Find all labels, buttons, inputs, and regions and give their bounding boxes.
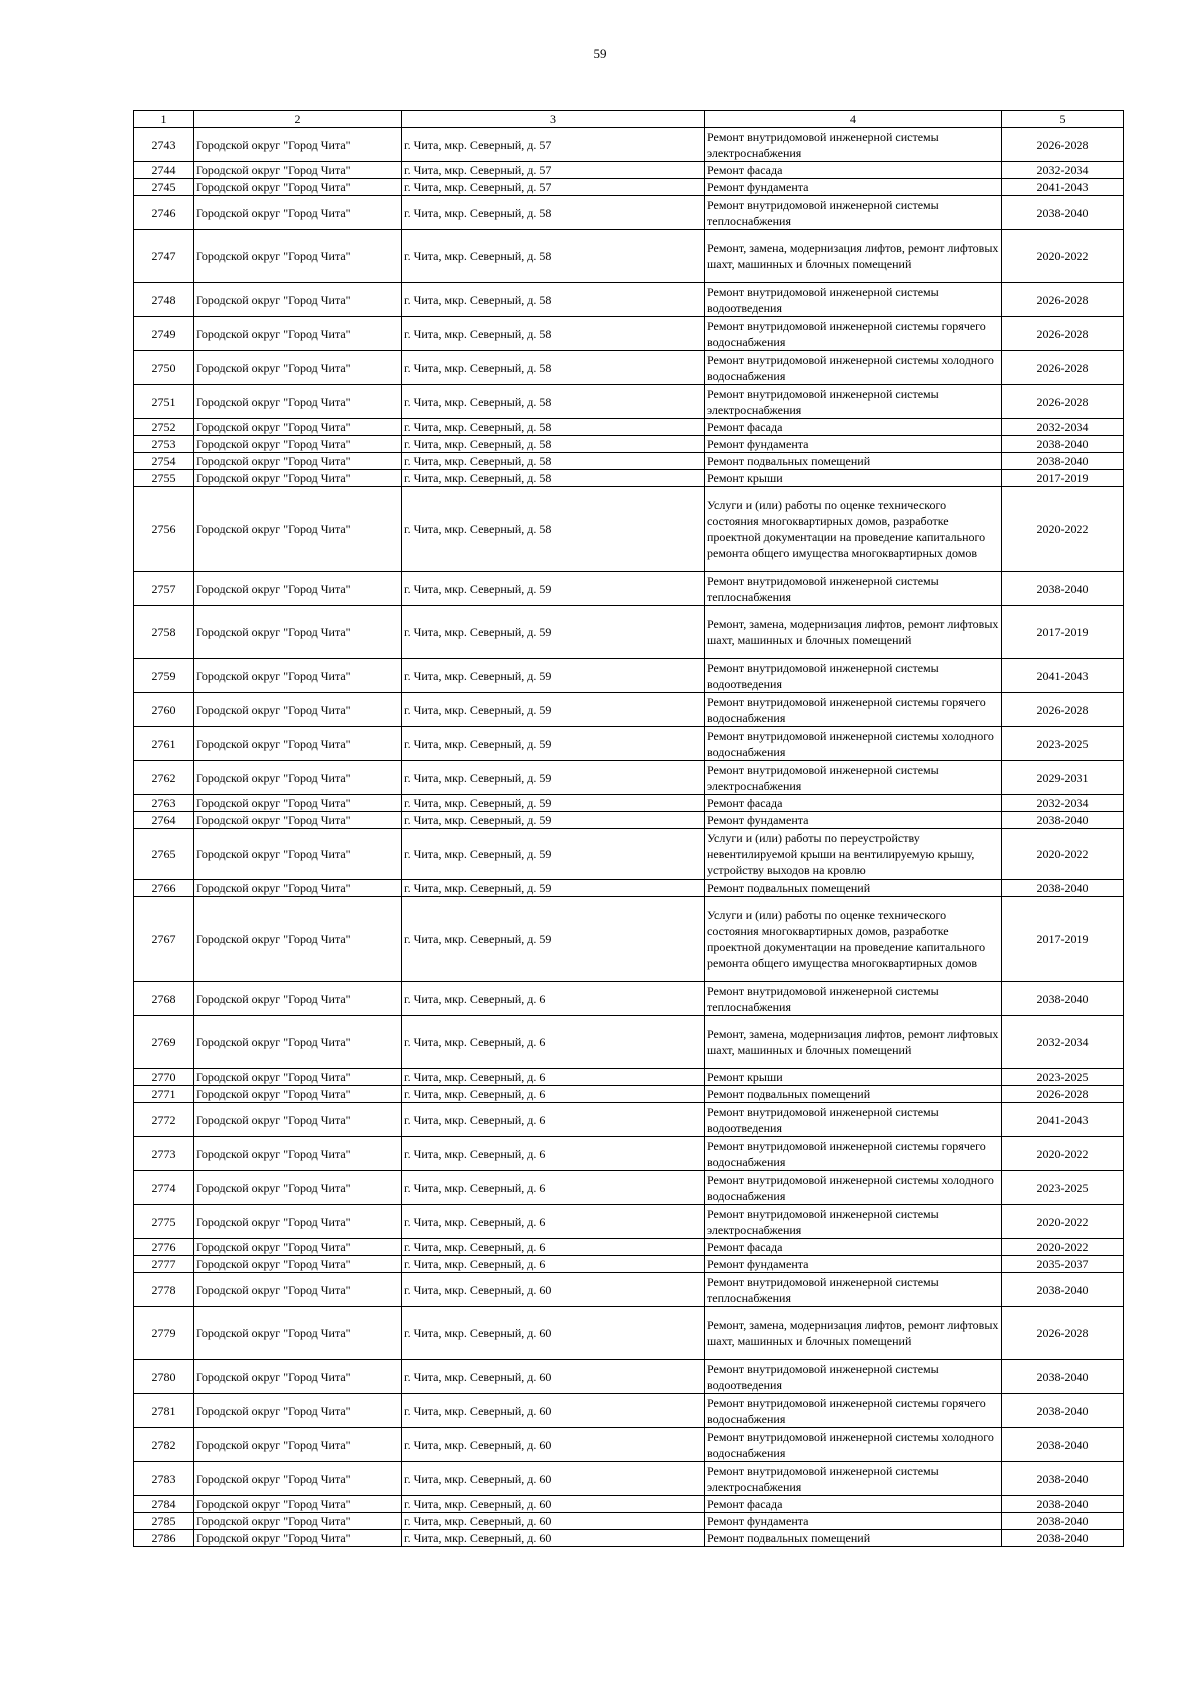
row-number-cell: 2759 — [134, 659, 194, 693]
header-col-4: 4 — [705, 111, 1002, 128]
table-row — [134, 1394, 1124, 1428]
work-type-cell: Ремонт внутридомовой инженерной системы электроснабжения — [705, 385, 1002, 419]
address-cell: г. Чита, мкр. Северный, д. 59 — [402, 693, 705, 727]
address-cell: г. Чита, мкр. Северный, д. 58 — [402, 196, 705, 230]
work-type-cell: Ремонт внутридомовой инженерной системы холодного водоснабжения — [705, 351, 1002, 385]
row-number-cell: 2763 — [134, 795, 194, 812]
work-type-cell: Ремонт внутридомовой инженерной системы электроснабжения — [705, 1205, 1002, 1239]
work-type-cell: Ремонт фундамента — [705, 179, 1002, 196]
work-type-cell: Ремонт крыши — [705, 1069, 1002, 1086]
row-number-cell: 2748 — [134, 283, 194, 317]
address-cell: г. Чита, мкр. Северный, д. 58 — [402, 419, 705, 436]
table-row — [134, 1103, 1124, 1137]
row-number-cell: 2750 — [134, 351, 194, 385]
work-type-cell: Ремонт, замена, модернизация лифтов, ремонт лифтовых шахт, машинных и блочных помещений — [705, 606, 1002, 659]
address-cell: г. Чита, мкр. Северный, д. 57 — [402, 128, 705, 162]
address-cell: г. Чита, мкр. Северный, д. 59 — [402, 659, 705, 693]
address-cell: г. Чита, мкр. Северный, д. 58 — [402, 351, 705, 385]
district-cell: Городской округ "Город Чита" — [194, 761, 402, 795]
address-cell: г. Чита, мкр. Северный, д. 59 — [402, 606, 705, 659]
table-row — [134, 1273, 1124, 1307]
table-row — [134, 727, 1124, 761]
district-cell: Городской округ "Город Чита" — [194, 1103, 402, 1137]
address-cell: г. Чита, мкр. Северный, д. 58 — [402, 317, 705, 351]
address-cell: г. Чита, мкр. Северный, д. 57 — [402, 162, 705, 179]
work-type-cell: Ремонт внутридомовой инженерной системы водоотведения — [705, 659, 1002, 693]
work-type-cell: Ремонт фундамента — [705, 436, 1002, 453]
address-cell: г. Чита, мкр. Северный, д. 6 — [402, 1205, 705, 1239]
address-cell: г. Чита, мкр. Северный, д. 60 — [402, 1513, 705, 1530]
table-row — [134, 795, 1124, 812]
period-cell: 2041-2043 — [1002, 659, 1124, 693]
table-row — [134, 1360, 1124, 1394]
period-cell: 2038-2040 — [1002, 196, 1124, 230]
district-cell: Городской округ "Город Чита" — [194, 1496, 402, 1513]
row-number-cell: 2746 — [134, 196, 194, 230]
district-cell: Городской округ "Город Чита" — [194, 196, 402, 230]
address-cell: г. Чита, мкр. Северный, д. 60 — [402, 1496, 705, 1513]
row-number-cell: 2751 — [134, 385, 194, 419]
address-cell: г. Чита, мкр. Северный, д. 60 — [402, 1360, 705, 1394]
table-row — [134, 897, 1124, 982]
row-number-cell: 2781 — [134, 1394, 194, 1428]
work-type-cell: Ремонт фундамента — [705, 812, 1002, 829]
table-row — [134, 1428, 1124, 1462]
table-row — [134, 1239, 1124, 1256]
row-number-cell: 2754 — [134, 453, 194, 470]
address-cell: г. Чита, мкр. Северный, д. 60 — [402, 1394, 705, 1428]
period-cell: 2023-2025 — [1002, 1171, 1124, 1205]
address-cell: г. Чита, мкр. Северный, д. 6 — [402, 1016, 705, 1069]
period-cell: 2026-2028 — [1002, 385, 1124, 419]
work-type-cell: Ремонт внутридомовой инженерной системы теплоснабжения — [705, 982, 1002, 1016]
district-cell: Городской округ "Город Чита" — [194, 470, 402, 487]
table-row — [134, 1307, 1124, 1360]
row-number-cell: 2755 — [134, 470, 194, 487]
period-cell: 2038-2040 — [1002, 1496, 1124, 1513]
address-cell: г. Чита, мкр. Северный, д. 59 — [402, 795, 705, 812]
district-cell: Городской округ "Город Чита" — [194, 1239, 402, 1256]
district-cell: Городской округ "Город Чита" — [194, 982, 402, 1016]
work-type-cell: Ремонт фасада — [705, 419, 1002, 436]
work-type-cell: Ремонт фасада — [705, 1496, 1002, 1513]
period-cell: 2038-2040 — [1002, 436, 1124, 453]
row-number-cell: 2768 — [134, 982, 194, 1016]
district-cell: Городской округ "Город Чита" — [194, 829, 402, 880]
address-cell: г. Чита, мкр. Северный, д. 57 — [402, 179, 705, 196]
row-number-cell: 2777 — [134, 1256, 194, 1273]
row-number-cell: 2774 — [134, 1171, 194, 1205]
district-cell: Городской округ "Город Чита" — [194, 419, 402, 436]
work-type-cell: Ремонт внутридомовой инженерной системы горячего водоснабжения — [705, 1394, 1002, 1428]
period-cell: 2020-2022 — [1002, 1137, 1124, 1171]
period-cell: 2029-2031 — [1002, 761, 1124, 795]
row-number-cell: 2744 — [134, 162, 194, 179]
period-cell: 2038-2040 — [1002, 1530, 1124, 1547]
table-row — [134, 812, 1124, 829]
period-cell: 2020-2022 — [1002, 487, 1124, 572]
period-cell: 2041-2043 — [1002, 179, 1124, 196]
period-cell: 2026-2028 — [1002, 283, 1124, 317]
address-cell: г. Чита, мкр. Северный, д. 6 — [402, 1256, 705, 1273]
row-number-cell: 2785 — [134, 1513, 194, 1530]
address-cell: г. Чита, мкр. Северный, д. 59 — [402, 880, 705, 897]
work-type-cell: Ремонт внутридомовой инженерной системы горячего водоснабжения — [705, 1137, 1002, 1171]
address-cell: г. Чита, мкр. Северный, д. 58 — [402, 436, 705, 453]
row-number-cell: 2784 — [134, 1496, 194, 1513]
district-cell: Городской округ "Город Чита" — [194, 880, 402, 897]
row-number-cell: 2779 — [134, 1307, 194, 1360]
address-cell: г. Чита, мкр. Северный, д. 60 — [402, 1462, 705, 1496]
row-number-cell: 2780 — [134, 1360, 194, 1394]
table-row — [134, 1086, 1124, 1103]
row-number-cell: 2749 — [134, 317, 194, 351]
period-cell: 2017-2019 — [1002, 606, 1124, 659]
table-body — [134, 128, 1124, 1547]
table-row — [134, 1496, 1124, 1513]
row-number-cell: 2761 — [134, 727, 194, 761]
period-cell: 2035-2037 — [1002, 1256, 1124, 1273]
period-cell: 2032-2034 — [1002, 1016, 1124, 1069]
district-cell: Городской округ "Город Чита" — [194, 385, 402, 419]
address-cell: г. Чита, мкр. Северный, д. 6 — [402, 1103, 705, 1137]
address-cell: г. Чита, мкр. Северный, д. 6 — [402, 982, 705, 1016]
table-row — [134, 761, 1124, 795]
row-number-cell: 2743 — [134, 128, 194, 162]
page-number: 59 — [593, 46, 607, 61]
row-number-cell: 2782 — [134, 1428, 194, 1462]
district-cell: Городской округ "Город Чита" — [194, 283, 402, 317]
period-cell: 2038-2040 — [1002, 572, 1124, 606]
work-type-cell: Ремонт внутридомовой инженерной системы теплоснабжения — [705, 196, 1002, 230]
work-type-cell: Ремонт крыши — [705, 470, 1002, 487]
address-cell: г. Чита, мкр. Северный, д. 59 — [402, 761, 705, 795]
period-cell: 2038-2040 — [1002, 1513, 1124, 1530]
work-type-cell: Ремонт внутридомовой инженерной системы электроснабжения — [705, 1462, 1002, 1496]
row-number-cell: 2757 — [134, 572, 194, 606]
table-row — [134, 829, 1124, 880]
address-cell: г. Чита, мкр. Северный, д. 60 — [402, 1530, 705, 1547]
work-type-cell: Услуги и (или) работы по оценке технического состояния многоквартирных домов, разработке проектной документации на проведение капитального ремонта общего имущества многоквартирных домов — [705, 487, 1002, 572]
district-cell: Городской округ "Город Чита" — [194, 693, 402, 727]
address-cell: г. Чита, мкр. Северный, д. 59 — [402, 572, 705, 606]
district-cell: Городской округ "Город Чита" — [194, 1394, 402, 1428]
district-cell: Городской округ "Город Чита" — [194, 436, 402, 453]
row-number-cell: 2758 — [134, 606, 194, 659]
period-cell: 2038-2040 — [1002, 982, 1124, 1016]
address-cell: г. Чита, мкр. Северный, д. 60 — [402, 1428, 705, 1462]
district-cell: Городской округ "Город Чита" — [194, 487, 402, 572]
table-row — [134, 572, 1124, 606]
district-cell: Городской округ "Город Чита" — [194, 230, 402, 283]
address-cell: г. Чита, мкр. Северный, д. 59 — [402, 829, 705, 880]
table-row — [134, 487, 1124, 572]
table-row — [134, 606, 1124, 659]
address-cell: г. Чита, мкр. Северный, д. 58 — [402, 453, 705, 470]
period-cell: 2026-2028 — [1002, 693, 1124, 727]
period-cell: 2032-2034 — [1002, 162, 1124, 179]
address-cell: г. Чита, мкр. Северный, д. 6 — [402, 1086, 705, 1103]
work-type-cell: Ремонт фасада — [705, 795, 1002, 812]
period-cell: 2023-2025 — [1002, 1069, 1124, 1086]
district-cell: Городской округ "Город Чита" — [194, 1307, 402, 1360]
row-number-cell: 2762 — [134, 761, 194, 795]
period-cell: 2038-2040 — [1002, 1428, 1124, 1462]
period-cell: 2038-2040 — [1002, 1462, 1124, 1496]
header-row — [134, 111, 1124, 128]
work-type-cell: Ремонт подвальных помещений — [705, 1086, 1002, 1103]
table-row — [134, 230, 1124, 283]
row-number-cell: 2767 — [134, 897, 194, 982]
district-cell: Городской округ "Город Чита" — [194, 1171, 402, 1205]
period-cell: 2038-2040 — [1002, 1394, 1124, 1428]
district-cell: Городской округ "Город Чита" — [194, 1086, 402, 1103]
table-row — [134, 453, 1124, 470]
row-number-cell: 2769 — [134, 1016, 194, 1069]
table-row — [134, 1513, 1124, 1530]
table-row — [134, 1530, 1124, 1547]
work-type-cell: Ремонт внутридомовой инженерной системы теплоснабжения — [705, 572, 1002, 606]
table-row — [134, 1256, 1124, 1273]
period-cell: 2038-2040 — [1002, 880, 1124, 897]
district-cell: Городской округ "Город Чита" — [194, 1069, 402, 1086]
district-cell: Городской округ "Город Чита" — [194, 128, 402, 162]
row-number-cell: 2765 — [134, 829, 194, 880]
district-cell: Городской округ "Город Чита" — [194, 727, 402, 761]
table-row — [134, 1069, 1124, 1086]
table-row — [134, 283, 1124, 317]
work-type-cell: Ремонт подвальных помещений — [705, 453, 1002, 470]
row-number-cell: 2747 — [134, 230, 194, 283]
work-type-cell: Ремонт внутридомовой инженерной системы холодного водоснабжения — [705, 1428, 1002, 1462]
work-type-cell: Ремонт подвальных помещений — [705, 880, 1002, 897]
address-cell: г. Чита, мкр. Северный, д. 58 — [402, 230, 705, 283]
table-row — [134, 317, 1124, 351]
period-cell: 2026-2028 — [1002, 1086, 1124, 1103]
address-cell: г. Чита, мкр. Северный, д. 58 — [402, 385, 705, 419]
address-cell: г. Чита, мкр. Северный, д. 58 — [402, 487, 705, 572]
row-number-cell: 2783 — [134, 1462, 194, 1496]
period-cell: 2020-2022 — [1002, 1239, 1124, 1256]
period-cell: 2017-2019 — [1002, 897, 1124, 982]
work-type-cell: Ремонт внутридомовой инженерной системы горячего водоснабжения — [705, 317, 1002, 351]
work-type-cell: Ремонт фундамента — [705, 1513, 1002, 1530]
work-type-cell: Услуги и (или) работы по переустройству невентилируемой крыши на вентилируемую крышу, устройству выходов на кровлю — [705, 829, 1002, 880]
table-row — [134, 162, 1124, 179]
row-number-cell: 2772 — [134, 1103, 194, 1137]
district-cell: Городской округ "Город Чита" — [194, 1513, 402, 1530]
period-cell: 2026-2028 — [1002, 128, 1124, 162]
work-type-cell: Ремонт внутридомовой инженерной системы электроснабжения — [705, 128, 1002, 162]
district-cell: Городской округ "Город Чита" — [194, 1273, 402, 1307]
district-cell: Городской округ "Город Чита" — [194, 179, 402, 196]
work-type-cell: Ремонт, замена, модернизация лифтов, ремонт лифтовых шахт, машинных и блочных помещений — [705, 230, 1002, 283]
work-type-cell: Ремонт внутридомовой инженерной системы холодного водоснабжения — [705, 727, 1002, 761]
work-type-cell: Ремонт, замена, модернизация лифтов, ремонт лифтовых шахт, машинных и блочных помещений — [705, 1307, 1002, 1360]
row-number-cell: 2775 — [134, 1205, 194, 1239]
table-row — [134, 196, 1124, 230]
table-row — [134, 128, 1124, 162]
work-type-cell: Ремонт внутридомовой инженерной системы теплоснабжения — [705, 1273, 1002, 1307]
period-cell: 2020-2022 — [1002, 1205, 1124, 1239]
work-type-cell: Ремонт фасада — [705, 162, 1002, 179]
district-cell: Городской округ "Город Чита" — [194, 659, 402, 693]
address-cell: г. Чита, мкр. Северный, д. 60 — [402, 1273, 705, 1307]
address-cell: г. Чита, мкр. Северный, д. 59 — [402, 897, 705, 982]
district-cell: Городской округ "Город Чита" — [194, 1205, 402, 1239]
period-cell: 2023-2025 — [1002, 727, 1124, 761]
row-number-cell: 2766 — [134, 880, 194, 897]
row-number-cell: 2760 — [134, 693, 194, 727]
district-cell: Городской округ "Город Чита" — [194, 812, 402, 829]
table-row — [134, 1205, 1124, 1239]
period-cell: 2041-2043 — [1002, 1103, 1124, 1137]
row-number-cell: 2745 — [134, 179, 194, 196]
row-number-cell: 2778 — [134, 1273, 194, 1307]
period-cell: 2026-2028 — [1002, 351, 1124, 385]
district-cell: Городской округ "Город Чита" — [194, 1462, 402, 1496]
address-cell: г. Чита, мкр. Северный, д. 59 — [402, 727, 705, 761]
district-cell: Городской округ "Город Чита" — [194, 453, 402, 470]
header-col-3: 3 — [402, 111, 705, 128]
table-row — [134, 351, 1124, 385]
work-type-cell: Ремонт, замена, модернизация лифтов, ремонт лифтовых шахт, машинных и блочных помещений — [705, 1016, 1002, 1069]
district-cell: Городской округ "Город Чита" — [194, 162, 402, 179]
district-cell: Городской округ "Город Чита" — [194, 351, 402, 385]
address-cell: г. Чита, мкр. Северный, д. 60 — [402, 1307, 705, 1360]
address-cell: г. Чита, мкр. Северный, д. 6 — [402, 1069, 705, 1086]
period-cell: 2032-2034 — [1002, 419, 1124, 436]
address-cell: г. Чита, мкр. Северный, д. 58 — [402, 470, 705, 487]
table-row — [134, 179, 1124, 196]
address-cell: г. Чита, мкр. Северный, д. 58 — [402, 283, 705, 317]
district-cell: Городской округ "Город Чита" — [194, 1428, 402, 1462]
period-cell: 2038-2040 — [1002, 812, 1124, 829]
work-type-cell: Ремонт внутридомовой инженерной системы водоотведения — [705, 1103, 1002, 1137]
period-cell: 2020-2022 — [1002, 829, 1124, 880]
period-cell: 2026-2028 — [1002, 317, 1124, 351]
table-row — [134, 659, 1124, 693]
work-type-cell: Ремонт внутридомовой инженерной системы водоотведения — [705, 283, 1002, 317]
table-row — [134, 385, 1124, 419]
row-number-cell: 2756 — [134, 487, 194, 572]
work-type-cell: Ремонт внутридомовой инженерной системы электроснабжения — [705, 761, 1002, 795]
work-type-cell: Ремонт внутридомовой инженерной системы холодного водоснабжения — [705, 1171, 1002, 1205]
table-row — [134, 1016, 1124, 1069]
row-number-cell: 2771 — [134, 1086, 194, 1103]
row-number-cell: 2776 — [134, 1239, 194, 1256]
district-cell: Городской округ "Город Чита" — [194, 795, 402, 812]
period-cell: 2038-2040 — [1002, 453, 1124, 470]
row-number-cell: 2786 — [134, 1530, 194, 1547]
header-col-5: 5 — [1002, 111, 1124, 128]
district-cell: Городской округ "Город Чита" — [194, 1256, 402, 1273]
district-cell: Городской округ "Город Чита" — [194, 897, 402, 982]
table-row — [134, 693, 1124, 727]
work-type-cell: Ремонт фасада — [705, 1239, 1002, 1256]
district-cell: Городской округ "Город Чита" — [194, 572, 402, 606]
work-type-cell: Ремонт внутридомовой инженерной системы горячего водоснабжения — [705, 693, 1002, 727]
table-row — [134, 1462, 1124, 1496]
district-cell: Городской округ "Город Чита" — [194, 606, 402, 659]
row-number-cell: 2773 — [134, 1137, 194, 1171]
address-cell: г. Чита, мкр. Северный, д. 6 — [402, 1239, 705, 1256]
district-cell: Городской округ "Город Чита" — [194, 1530, 402, 1547]
period-cell: 2032-2034 — [1002, 795, 1124, 812]
district-cell: Городской округ "Город Чита" — [194, 1016, 402, 1069]
period-cell: 2017-2019 — [1002, 470, 1124, 487]
work-type-cell: Ремонт подвальных помещений — [705, 1530, 1002, 1547]
district-cell: Городской округ "Город Чита" — [194, 1360, 402, 1394]
header-col-2: 2 — [194, 111, 402, 128]
header-col-1: 1 — [134, 111, 194, 128]
table-row — [134, 982, 1124, 1016]
work-type-cell: Ремонт фундамента — [705, 1256, 1002, 1273]
district-cell: Городской округ "Город Чита" — [194, 317, 402, 351]
table-row — [134, 436, 1124, 453]
row-number-cell: 2770 — [134, 1069, 194, 1086]
address-cell: г. Чита, мкр. Северный, д. 59 — [402, 812, 705, 829]
work-type-cell: Услуги и (или) работы по оценке технического состояния многоквартирных домов, разработке проектной документации на проведение капитального ремонта общего имущества многоквартирных домов — [705, 897, 1002, 982]
district-cell: Городской округ "Город Чита" — [194, 1137, 402, 1171]
address-cell: г. Чита, мкр. Северный, д. 6 — [402, 1171, 705, 1205]
work-type-cell: Ремонт внутридомовой инженерной системы водоотведения — [705, 1360, 1002, 1394]
address-cell: г. Чита, мкр. Северный, д. 6 — [402, 1137, 705, 1171]
row-number-cell: 2764 — [134, 812, 194, 829]
period-cell: 2020-2022 — [1002, 230, 1124, 283]
table-row — [134, 1171, 1124, 1205]
capital-repair-table — [133, 110, 1124, 1547]
period-cell: 2038-2040 — [1002, 1360, 1124, 1394]
table-row — [134, 470, 1124, 487]
table-row — [134, 419, 1124, 436]
period-cell: 2038-2040 — [1002, 1273, 1124, 1307]
table-row — [134, 880, 1124, 897]
table-row — [134, 1137, 1124, 1171]
period-cell: 2026-2028 — [1002, 1307, 1124, 1360]
row-number-cell: 2752 — [134, 419, 194, 436]
row-number-cell: 2753 — [134, 436, 194, 453]
